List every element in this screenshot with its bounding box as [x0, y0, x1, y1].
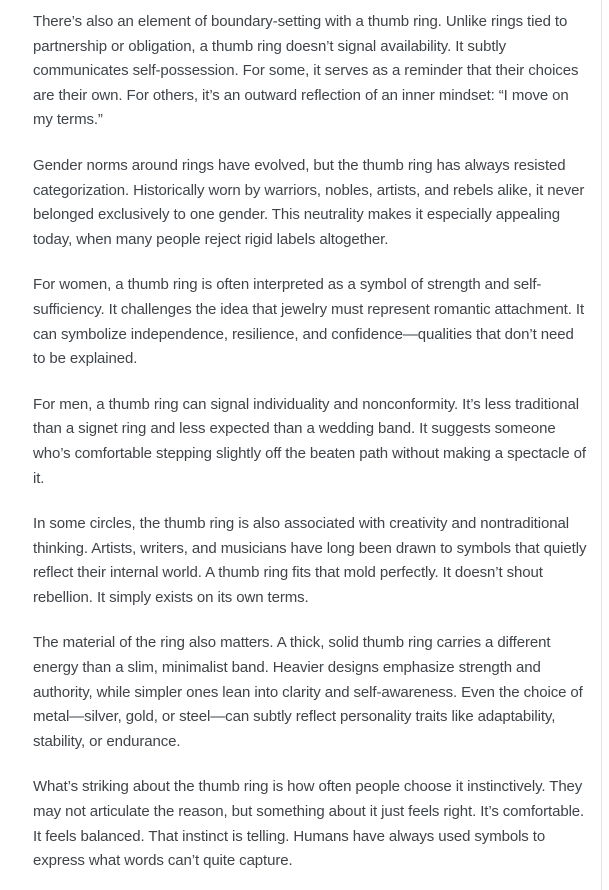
article-paragraph: What’s striking about the thumb ring is how often people choose it instinctively. They may not articulate the reason, but something about it just feels right. It’s comfortable. It feels balanced. That instinct is telling. Humans have always used symbols to express what words can’t quite capture.	[33, 778, 585, 870]
article-paragraph: Gender norms around rings have evolved, but the thumb ring has always resisted categorization. Historically worn by warriors, nobles, artists, and rebels alike, it never belonged exclusively to one gender. This neutrality makes it especially appealing today, when many people reject rigid labels altogether.	[33, 156, 585, 248]
article-paragraph: In some circles, the thumb ring is also associated with creativity and nontraditional thinking. Artists, writers, and musicians have long been drawn to symbols that quietly reflect their internal world. A thumb ring fits that mold perfectly. It doesn’t shout rebellion. It simply exists on its own terms.	[33, 515, 587, 606]
article-paragraph: There’s also an element of boundary-setting with a thumb ring. Unlike rings tied to partnership or obligation, a thumb ring doesn’t signal availability. It subtly communicates self-possession. For some, it serves as a reminder that their choices are their own. For others, it’s an outward reflection of an inner mindset: “I move on my terms.”	[33, 13, 579, 129]
article-content	[33, 10, 589, 874]
article-paragraph: For men, a thumb ring can signal individuality and nonconformity. It’s less traditional than a signet ring and less expected than a wedding band. It suggests someone who’s comfortable stepping slightly off the beaten path without making a spectacle of it.	[33, 395, 586, 487]
article-paragraph: The material of the ring also matters. A thick, solid thumb ring carries a different energy than a slim, minimalist band. Heavier designs emphasize strength and authority, while simpler ones lean into clarity and self-awareness. Even the choice of metal—silver, gold, or steel—can subtly reflect personality traits like adaptability, stability, or endurance.	[33, 634, 583, 750]
article-paragraph: For women, a thumb ring is often interpreted as a symbol of strength and self-sufficiency. It challenges the idea that jewelry must represent romantic attachment. It can symbolize independence, resilience, and confidence—qualities that don’t need to be explained.	[33, 276, 585, 368]
